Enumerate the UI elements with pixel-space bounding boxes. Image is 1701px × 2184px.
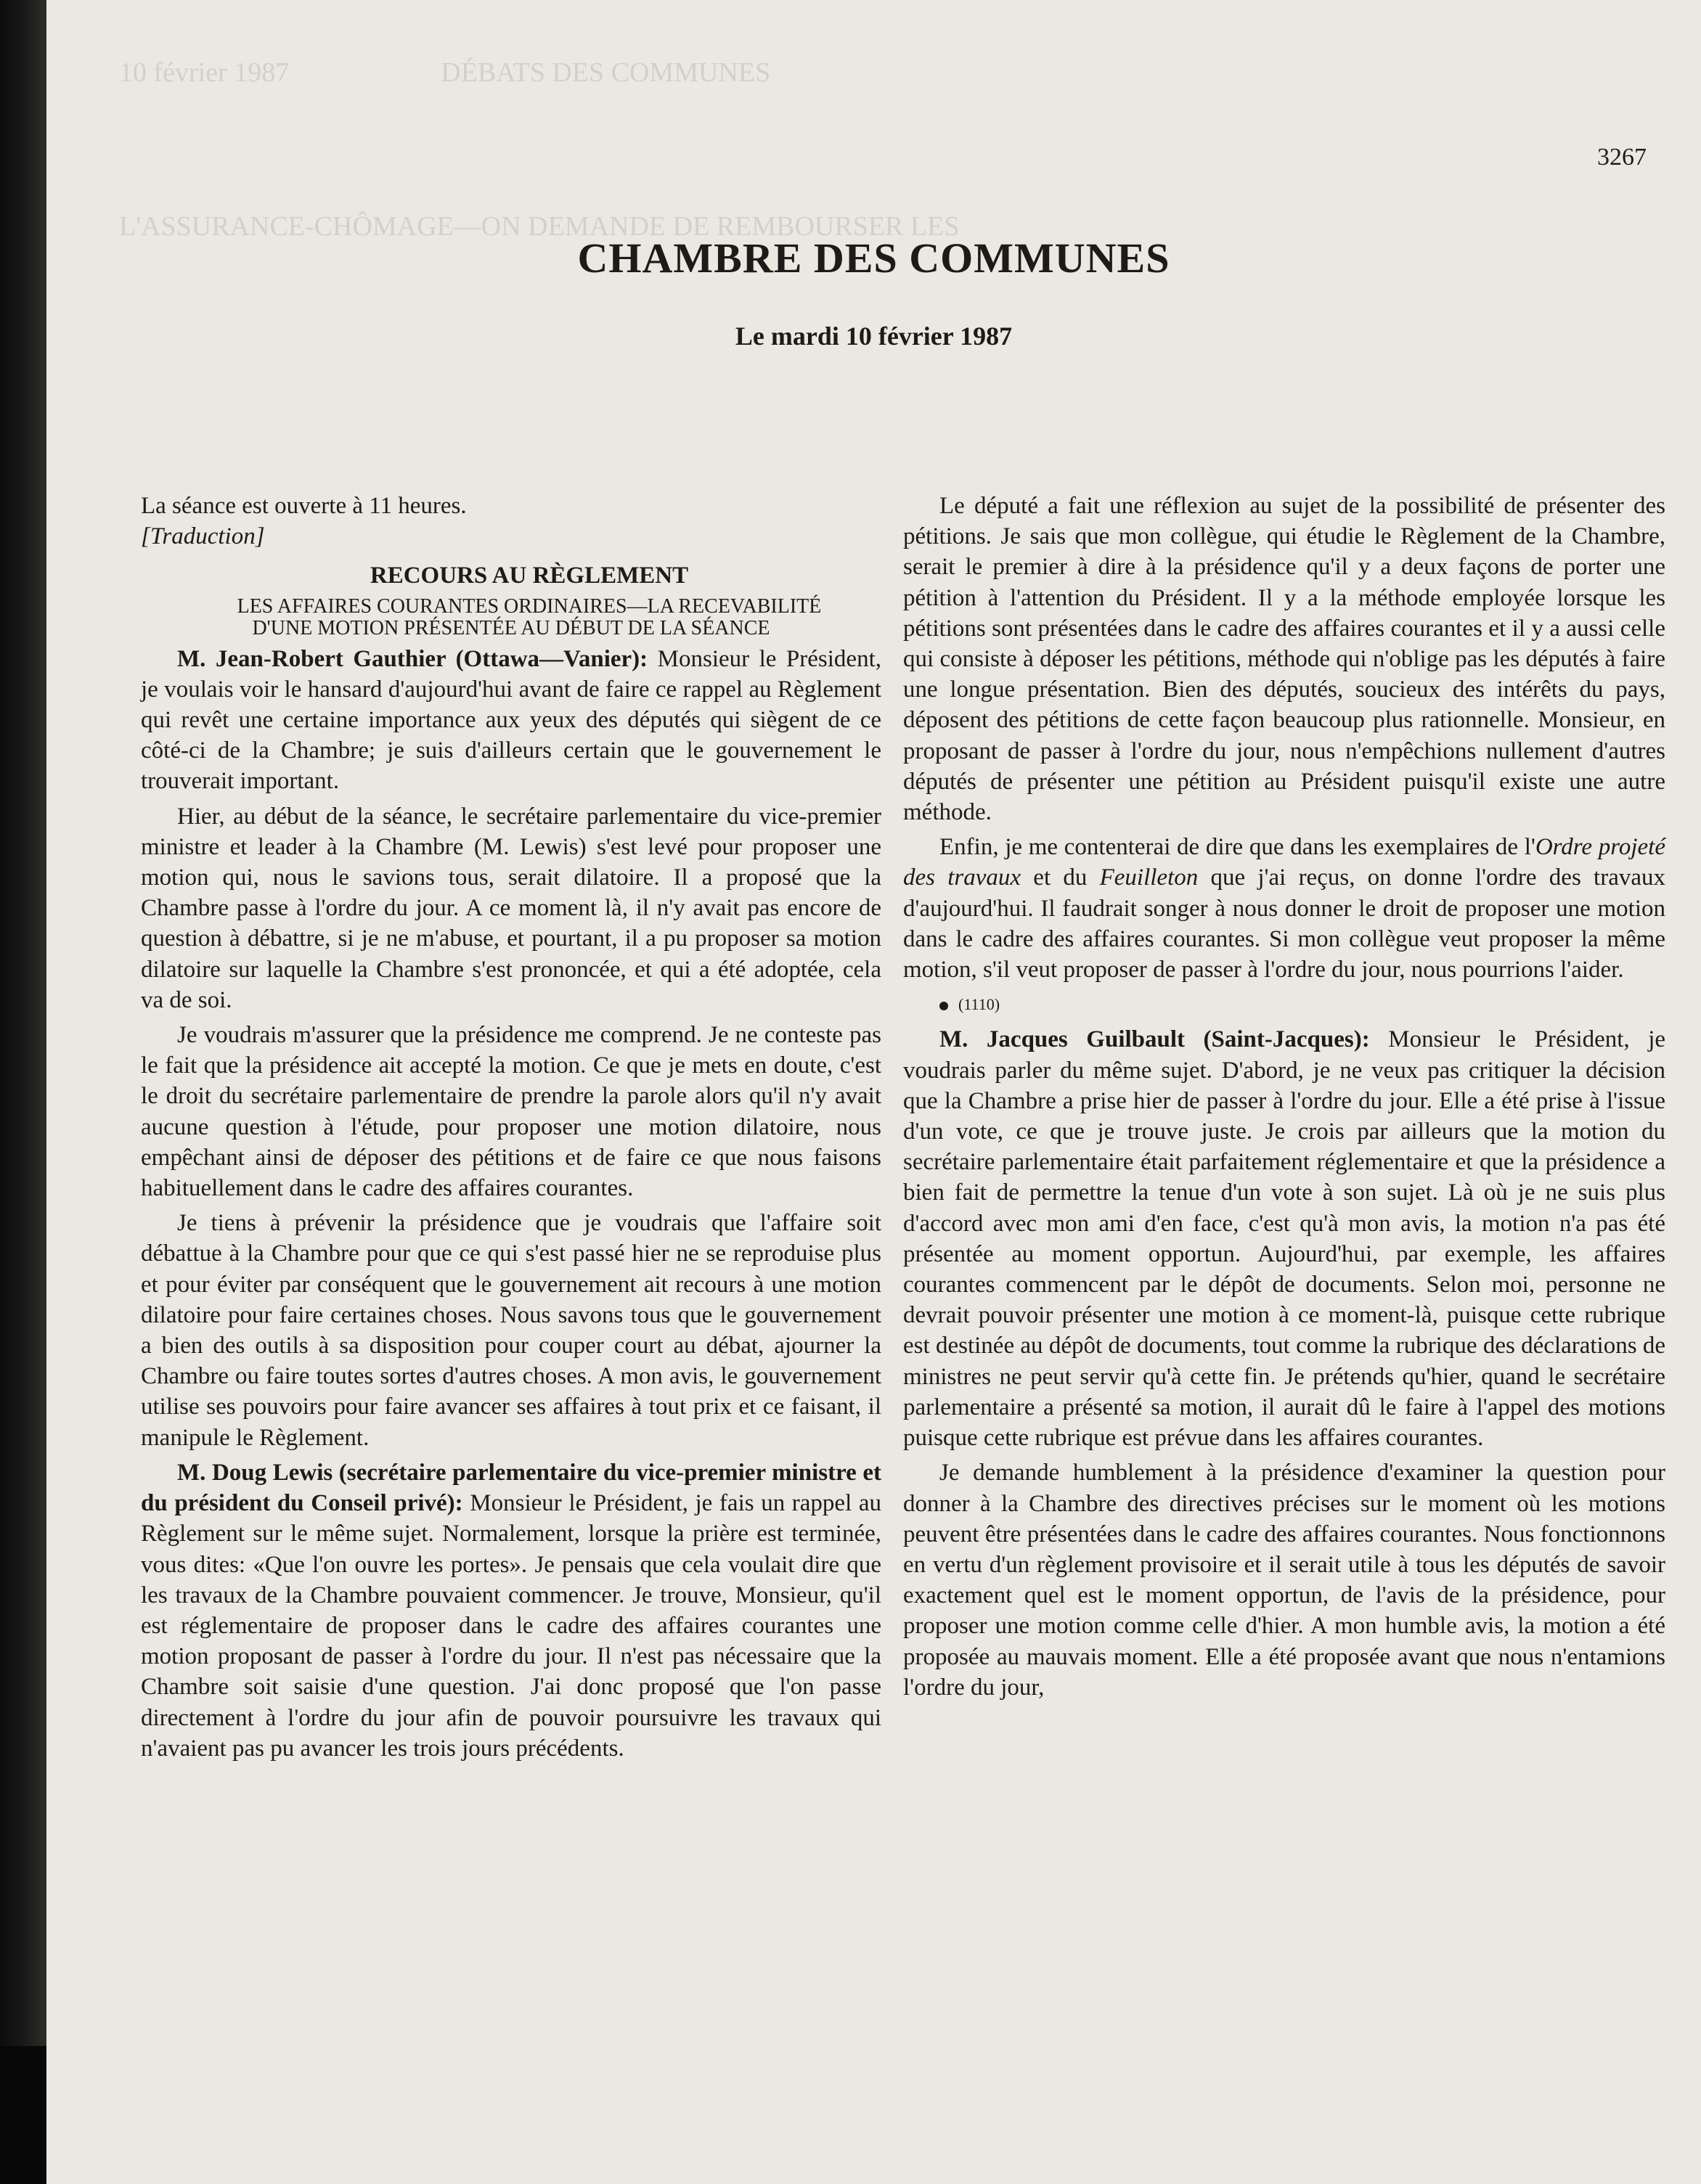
left-column (141, 491, 881, 1768)
paragraph-text: Monsieur le Président, je voudrais parler du même sujet. D'abord, je ne veux pas critiquer la décision que la Chambre a prise hier de passer à l'ordre du jour. Elle a été prise à l'issue d'un vote, ce que je trouve juste. Je crois par ailleurs que la motion du secrétaire parlementaire était parfaitement réglementaire et que la présidence a bien fait de permettre la tenue d'un vote à son sujet. Là où je ne suis plus d'accord avec mon ami d'en face, c'est qu'à mon avis, la motion n'a pas été présentée au moment opportun. Aujourd'hui, par exemple, les affaires courantes commencent par le dépôt de documents. Selon moi, personne ne devrait pouvoir présenter une motion à ce moment-là, puisque cette rubrique est destinée au dépôt de documents, tout comme la rubrique des déclarations de ministres ne peut servir qu'à cette fin. Je prétends qu'hier, quand le secrétaire parlementaire a présenté sa motion, il aurait dû le faire à l'appel des motions puisque cette rubrique est prévue dans les affaires courantes. (903, 1026, 1666, 1452)
paragraph: Hier, au début de la séance, le secrétaire parlementaire du vice-premier ministre et leader à la Chambre (M. Lewis) s'est levé pour proposer une motion qui, nous le savions tous, serait dilatoire. Il a proposé que la Chambre passe à l'ordre du jour. A ce moment là, il n'y avait pas encore de question à débattre, si je ne m'abuse, et pourtant, il a pu proposer sa motion dilatoire sur laquelle la Chambre s'est prononcée, et qui a été adoptée, cela va de soi. (141, 803, 881, 1013)
timestamp-text: (1110) (958, 995, 1000, 1014)
translation-note: [Traduction] (141, 523, 265, 550)
bleed-through-text-2: L'ASSURANCE-CHÔMAGE—ON DEMANDE DE REMBOURSER LES (119, 211, 960, 242)
bleed-through-text: 10 février 1987 DÉBATS DES COMMUNES (119, 57, 771, 88)
opening-line: La séance est ouverte à 11 heures. (141, 493, 467, 519)
document-page (46, 0, 1701, 2184)
speaker-name: M. Jacques Guilbault (Saint-Jacques): (939, 1026, 1370, 1053)
timestamp (903, 989, 1665, 1020)
right-column (903, 491, 1665, 1707)
paragraph (141, 1457, 881, 1764)
paragraph-text: Monsieur le Président, je voulais voir le hansard d'aujourd'hui avant de faire ce rappel au Règlement qui revêt une certaine importance aux yeux des députés qui siègent de ce côté-ci de la Chambre; je suis d'ailleurs certain que le gouvernement le trouverait important. (141, 645, 882, 795)
italic-title: Ordre projeté des travaux (903, 834, 1665, 891)
paragraph (141, 644, 881, 797)
paragraph: Je voudrais m'assurer que la présidence me comprend. Je ne conteste pas le fait que la présidence ait accepté la motion. Ce que je mets en doute, c'est le droit du secrétaire parlementaire de prendre la parole alors qu'il n'y avait aucune question à l'étude, pour proposer une motion dilatoire, nous empêchant ainsi de déposer des pétitions et de faire ce que nous faisons habituellement dans le cadre des affaires courantes. (141, 1022, 881, 1202)
bullet-icon (939, 1002, 948, 1010)
paragraph-text: Enfin, je me contenterai de dire que dans les exemplaires de l' (939, 834, 1535, 861)
sitting-date: Le mardi 10 février 1987 (735, 322, 1013, 351)
speaker-name: M. Jean-Robert Gauthier (Ottawa—Vanier): (177, 645, 648, 672)
paragraph: Je tiens à prévenir la présidence que je voudrais que l'affaire soit débattue à la Chambre pour que ce qui s'est passé hier ne se reproduise plus et pour éviter par conséquent que le gouvernement ait recours à une motion dilatoire pour faire certaines choses. Nous savons tous que le gouvernement a bien des outils à sa disposition pour couper court au débat, ajourner la Chambre ou faire toutes sortes d'autres choses. A mon avis, le gouvernement utilise ses pouvoirs pour faire avancer ses affaires à tout prix et ce faisant, il manipule le Règlement. (141, 1210, 881, 1451)
speaker-name: M. Doug Lewis (secrétaire parlementaire du vice-premier ministre et du président du Conseil privé): (141, 1459, 881, 1517)
paragraph-text: que j'ai reçus, on donne l'ordre des travaux d'aujourd'hui. Il faudrait songer à nous donner le droit de proposer une motion dans le cadre des affaires courantes. Si mon collègue veut proposer la même motion, s'il veut proposer de passer à l'ordre du jour, nous pourrions l'aider. (903, 864, 1665, 983)
italic-title: Feuilleton (1099, 864, 1199, 891)
paragraph-text: et du (1021, 864, 1100, 891)
paragraph: Je demande humblement à la présidence d'examiner la question pour donner à la Chambre des directives précises sur le moment où les motions peuvent être présentées dans le cadre des affaires courantes. Nous fonctionnons en vertu d'un règlement provisoire et il serait utile à tous les députés de savoir exactement quel est le moment opportun, de l'avis de la présidence, pour proposer une motion comme celle d'hier. A mon humble avis, la motion a été proposée au mauvais moment. Elle a été proposée avant que nous n'entamions l'ordre du jour, (903, 1460, 1665, 1701)
paragraph (903, 832, 1665, 985)
subheading-line-1: LES AFFAIRES COURANTES ORDINAIRES—LA RECEVABILITÉ (237, 594, 822, 618)
paragraph-text: Monsieur le Président, je fais un rappel au Règlement sur le même sujet. Normalement, lorsque la prière est terminée, vous dites: «Que l'on ouvre les portes». Je pensais que cela voulait dire que les travaux de la Chambre pouvaient commencer. Je trouve, Monsieur, qu'il est réglementaire de proposer dans le cadre des affaires courantes une motion proposant de passer à l'ordre du jour. Il n'est pas nécessaire que la Chambre soit saisie d'une question. J'ai donc proposé que l'on passe directement à l'ordre du jour afin de pouvoir poursuivre les travaux qui n'avaient pas pu avancer les trois jours précédents. (141, 1490, 882, 1762)
section-subheading (141, 596, 881, 639)
page-number: 3267 (1597, 144, 1647, 171)
paragraph: Le député a fait une réflexion au sujet de la possibilité de présenter des pétitions. Je sais que mon collègue, qui étudie le Règlement de la Chambre, serait le premier à dire à la présidence qu'il y a deux façons de porter une pétition à l'attention du Président. Il y a la méthode employée lorsque les pétitions sont présentées dans le cadre des affaires courantes et il y a aussi celle qui consiste à déposer les pétitions, méthode qui n'oblige pas les députés à faire une longue présentation. Bien des députés, soucieux des intérêts du pays, déposent des pétitions de cette façon beaucoup plus rationnelle. Monsieur, en proposant de passer à l'ordre du jour, nous n'empêchions nullement d'autres députés de présenter une pétition au Président puisqu'il existe une autre méthode. (903, 493, 1665, 826)
paragraph (903, 1024, 1665, 1453)
book-spine (0, 0, 46, 2184)
chamber-title: CHAMBRE DES COMMUNES (577, 234, 1170, 282)
section-heading: RECOURS AU RÈGLEMENT (370, 563, 689, 589)
subheading-line-2: D'UNE MOTION PRÉSENTÉE AU DÉBUT DE LA SÉANCE (252, 616, 770, 639)
